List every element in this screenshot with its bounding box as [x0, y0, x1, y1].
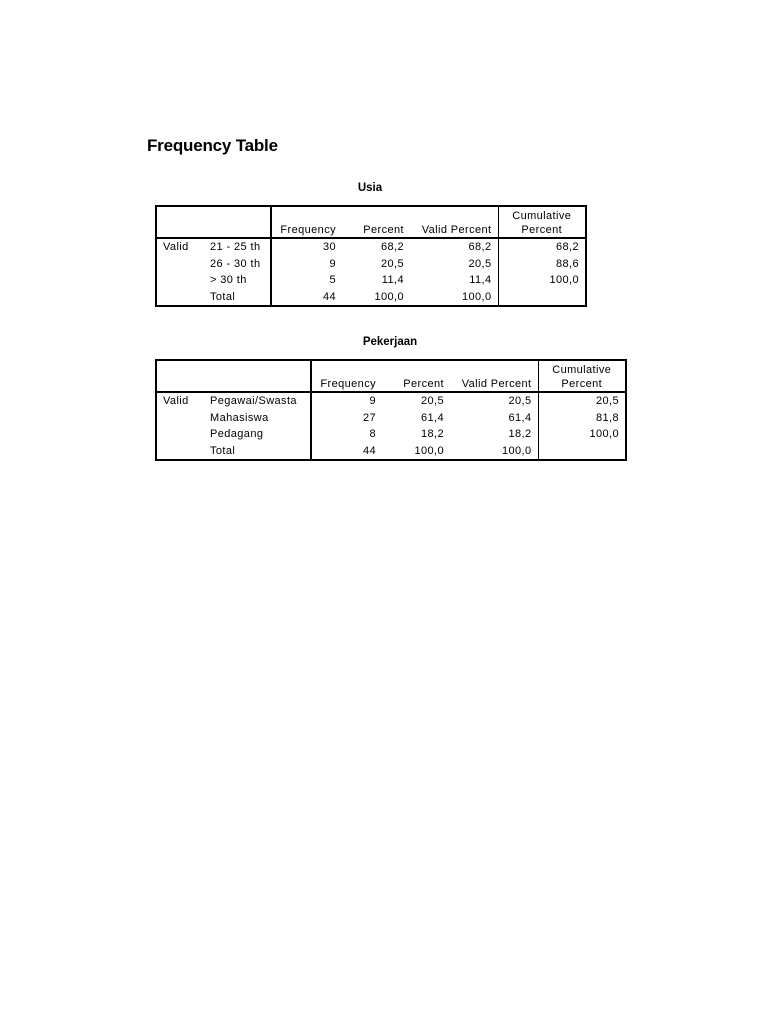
header-frequency: Frequency	[311, 360, 382, 392]
cell-percent: 18,2	[420, 428, 444, 441]
cell-cumulative	[498, 289, 586, 307]
cell-valid-percent: 100,0	[410, 289, 498, 307]
cell-percent: 11,4	[381, 274, 404, 287]
group-label-blank	[156, 426, 204, 443]
table-header-row	[156, 360, 626, 392]
row-label: Mahasiswa	[210, 411, 269, 424]
row-label: Pegawai/Swasta	[210, 395, 297, 408]
header-cumulative-line1: Cumulative	[552, 364, 612, 376]
pekerjaan-table-title: Pekerjaan	[362, 336, 418, 348]
table-row	[156, 238, 586, 256]
cell-frequency: 30	[271, 238, 342, 256]
header-cumulative-line2: Percent	[561, 378, 603, 390]
cell-cumulative: 68,2	[498, 238, 586, 256]
cell-cumulative: 81,8	[538, 410, 626, 427]
header-cumulative-line1: Cumulative	[512, 210, 572, 222]
header-valid-percent: Valid Percent	[410, 206, 498, 238]
cell-valid-percent: 20,5	[508, 395, 532, 408]
header-frequency: Frequency	[271, 206, 342, 238]
header-percent: Percent	[342, 206, 410, 238]
cell-valid-percent: 18,2	[508, 428, 532, 441]
cell-frequency: 44	[311, 443, 382, 461]
table-row	[156, 272, 586, 289]
cell-valid-percent: 11,4	[469, 274, 492, 287]
table-row	[156, 256, 586, 273]
row-label: Total	[204, 289, 271, 307]
header-cumulative-percent	[538, 360, 626, 392]
cell-percent: 100,0	[342, 289, 410, 307]
table-row	[156, 426, 626, 443]
cell-frequency: 9	[271, 256, 342, 273]
cell-valid-percent: 68,2	[468, 241, 492, 254]
cell-valid-percent: 61,4	[508, 411, 532, 424]
cell-percent: 20,5	[380, 257, 404, 270]
header-valid-percent: Valid Percent	[450, 360, 538, 392]
cell-percent: 68,2	[380, 241, 404, 254]
cell-cumulative	[538, 443, 626, 461]
row-label: Total	[204, 443, 311, 461]
cell-frequency: 9	[311, 392, 382, 410]
header-percent: Percent	[382, 360, 450, 392]
cell-cumulative: 100,0	[538, 426, 626, 443]
header-cumulative-percent	[498, 206, 586, 238]
header-blank	[156, 360, 204, 392]
table-header-row	[156, 206, 586, 238]
cell-percent: 20,5	[420, 395, 444, 408]
group-label-blank	[156, 272, 204, 289]
cell-frequency: 8	[311, 426, 382, 443]
table-row	[156, 392, 626, 410]
header-cumulative-line2: Percent	[521, 224, 563, 236]
header-blank	[204, 206, 271, 238]
group-label-blank	[156, 289, 204, 307]
cell-cumulative: 20,5	[538, 392, 626, 410]
row-label: 26 - 30 th	[210, 257, 261, 270]
cell-percent: 100,0	[382, 443, 450, 461]
pekerjaan-frequency-table	[155, 359, 627, 461]
row-label: 21 - 25 th	[210, 241, 261, 254]
cell-cumulative: 88,6	[498, 256, 586, 273]
table-row-total	[156, 443, 626, 461]
table-row-total	[156, 289, 586, 307]
cell-frequency: 27	[311, 410, 382, 427]
group-label: Valid	[156, 238, 204, 256]
row-label: > 30 th	[210, 274, 247, 287]
cell-valid-percent: 20,5	[468, 257, 492, 270]
cell-frequency: 5	[271, 272, 342, 289]
cell-valid-percent: 100,0	[450, 443, 538, 461]
page-title: Frequency Table	[147, 136, 278, 155]
group-label-blank	[156, 410, 204, 427]
usia-frequency-table	[155, 205, 587, 307]
cell-percent: 61,4	[420, 411, 444, 424]
table-row	[156, 410, 626, 427]
header-blank	[204, 360, 311, 392]
group-label: Valid	[156, 392, 204, 410]
row-label: Pedagang	[210, 428, 264, 441]
group-label-blank	[156, 443, 204, 461]
group-label-blank	[156, 256, 204, 273]
cell-frequency: 44	[271, 289, 342, 307]
cell-cumulative: 100,0	[498, 272, 586, 289]
usia-table-title: Usia	[357, 182, 383, 194]
header-blank	[156, 206, 204, 238]
